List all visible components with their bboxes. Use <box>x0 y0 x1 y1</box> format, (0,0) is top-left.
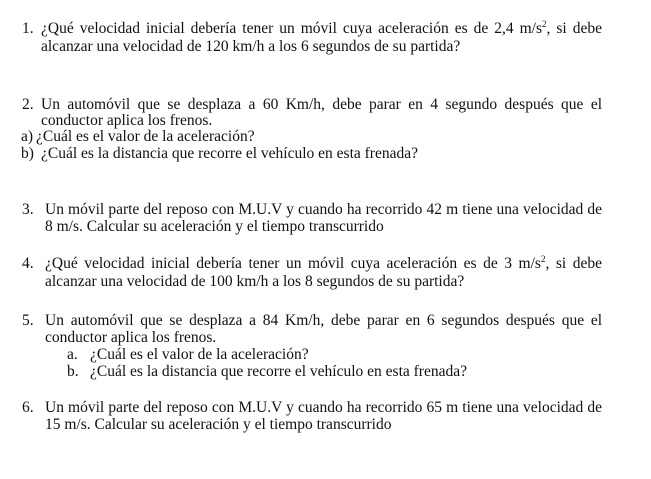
part-label: a. <box>67 346 78 363</box>
problem-text-line: Un automóvil que se desplaza a 60 Km/h, debe parar en 4 segundo después que el <box>41 96 602 113</box>
problem-text-line: Un automóvil que se desplaza a 84 Km/h, debe parar en 6 segundos después que el <box>45 312 602 329</box>
problem-number: 6. <box>22 399 34 416</box>
superscript: 2 <box>540 255 546 264</box>
text: , si debe <box>546 20 602 37</box>
text: ¿Qué velocidad inicial debería tener un móvil cuya aceleración es de 3 m/s <box>45 255 541 272</box>
problem-text-line: alcanzar una velocidad de 100 km/h a los 8 segundos de su partida? <box>45 273 465 290</box>
part-text: ¿Cuál es la distancia que recorre el vehículo en esta frenada? <box>90 363 467 380</box>
part-label: b) <box>21 145 34 162</box>
text: ¿Qué velocidad inicial debería tener un móvil cuya aceleración es de 2,4 m/s <box>41 20 543 37</box>
text: , si debe <box>545 255 602 272</box>
part-text: ¿Cuál es la distancia que recorre el vehículo en esta frenada? <box>41 145 418 162</box>
problem-text-line: Un móvil parte del reposo con M.U.V y cuando ha recorrido 42 m tiene una velocidad de <box>45 201 602 218</box>
problem-text-line: conductor aplica los frenos. <box>41 112 213 129</box>
problem-text-line: conductor aplica los frenos. <box>45 329 217 346</box>
problem-text-line: Un móvil parte del reposo con M.U.V y cuando ha recorrido 65 m tiene una velocidad de <box>45 399 602 416</box>
problem-text-line: 8 m/s. Calcular su aceleración y el tiempo transcurrido <box>45 218 384 235</box>
superscript: 2 <box>542 20 547 29</box>
problem-text-line <box>41 20 602 38</box>
problem-text-line: 15 m/s. Calcular su aceleración y el tiempo transcurrido <box>45 416 392 433</box>
part-label: b. <box>67 363 79 380</box>
problem-number: 3. <box>22 201 34 218</box>
problem-number: 4. <box>22 255 34 272</box>
part-label: a) <box>21 128 34 145</box>
problem-number: 2. <box>22 96 34 113</box>
part-text: ¿Cuál es el valor de la aceleración? <box>36 128 255 145</box>
problem-text-line <box>45 255 602 273</box>
problem-text-line: alcanzar una velocidad de 120 km/h a los 6 segundos de su partida? <box>41 38 461 55</box>
problem-number: 5. <box>22 312 34 329</box>
problem-number: 1. <box>22 20 34 37</box>
part-text: ¿Cuál es el valor de la aceleración? <box>90 346 309 363</box>
